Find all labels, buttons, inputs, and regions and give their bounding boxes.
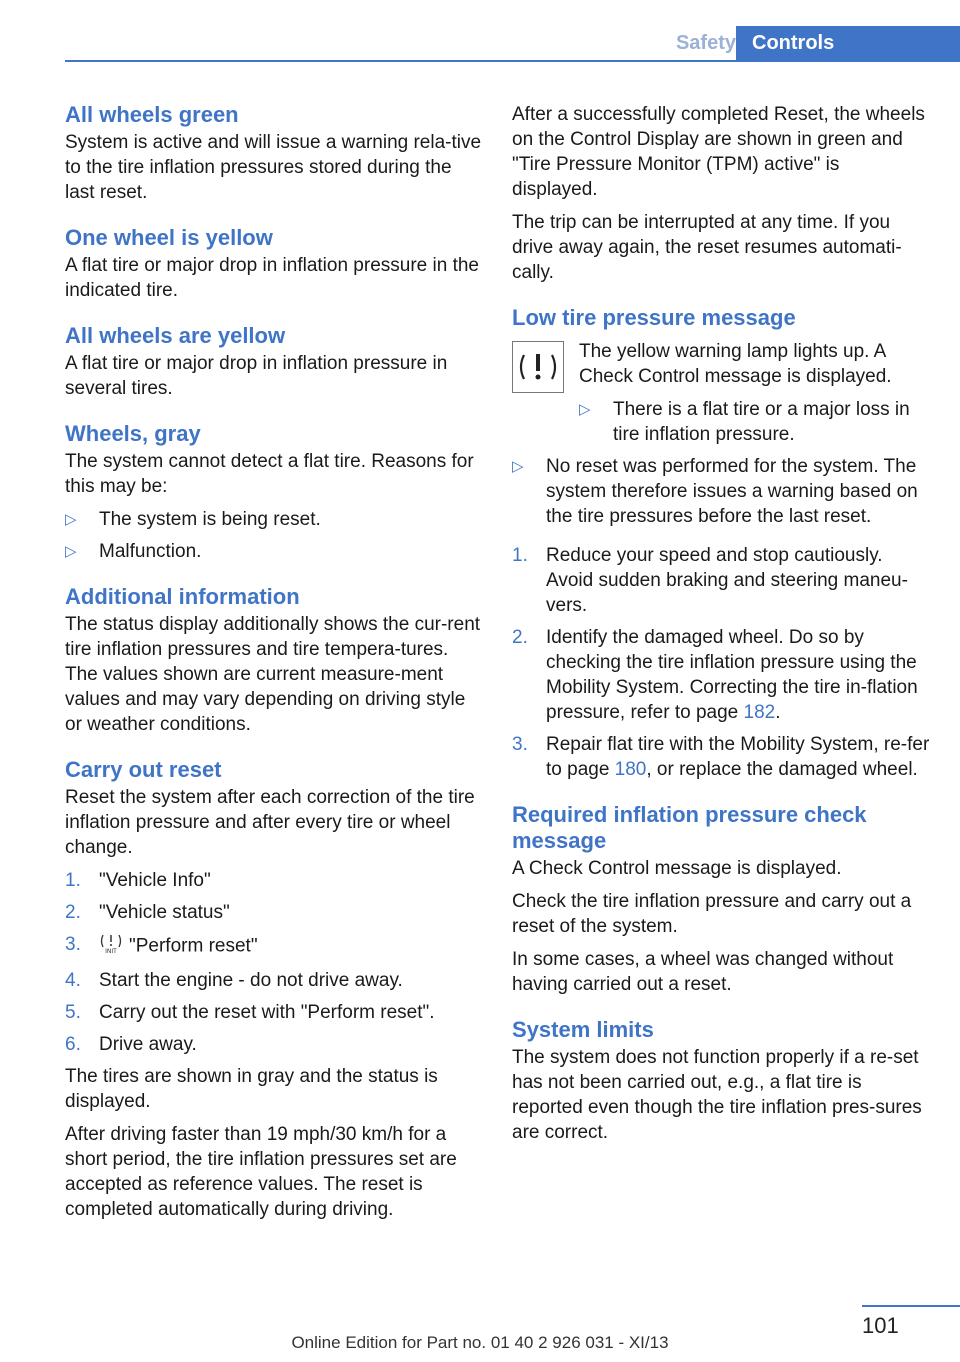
bullet-list	[579, 397, 930, 447]
section-additional-information	[65, 584, 483, 737]
tab-safety[interactable]: Safety	[675, 32, 736, 54]
flat-tire-steps	[512, 543, 930, 782]
list-item: 5. Carry out the reset with "Perform reset".	[65, 1002, 435, 1023]
list-item: 3. Repair flat tire with the Mobility System, re-fer to page 180, or replace the damaged wheel.	[512, 734, 930, 780]
paragraph: A flat tire or major drop in inflation pressure in several tires.	[65, 353, 448, 399]
list-item: 6. Drive away.	[65, 1034, 197, 1055]
triangle-bullet-icon: ▷	[65, 543, 77, 560]
paragraph: After a successfully completed Reset, the wheels on the Control Display are shown in green and "Tire Pressure Monitor (TPM) active" is displayed.	[512, 104, 925, 200]
list-item: 4. Start the engine - do not drive away.	[65, 970, 403, 991]
paragraph: The system does not function properly if a re-set has not been carried out, e.g., a flat tire is reported even though the tire inflation pres-sures are correct.	[512, 1047, 922, 1143]
heading-low-tire-pressure: Low tire pressure message	[512, 305, 796, 330]
left-column	[65, 102, 483, 1242]
section-all-wheels-yellow	[65, 323, 483, 401]
paragraph: A Check Control message is displayed.	[512, 858, 842, 879]
heading-carry-out-reset: Carry out reset	[65, 757, 222, 782]
page-link-182[interactable]: 182	[743, 702, 776, 723]
list-item: ▷ No reset was performed for the system. The system therefore issues a warning based on the tire pressures before the last reset.	[512, 456, 918, 527]
section-reset-complete	[512, 102, 930, 285]
paragraph: Check the tire inflation pressure and carry out a reset of the system.	[512, 891, 912, 937]
list-item: 3. INIT "Perform reset"	[65, 932, 483, 961]
section-wheels-gray	[65, 421, 483, 564]
heading-one-wheel-yellow: One wheel is yellow	[65, 225, 273, 250]
edition-footer: Online Edition for Part no. 01 40 2 926 031 - XI/13	[291, 1333, 669, 1352]
paragraph: The status display additionally shows the cur-rent tire inflation pressures and tire tempera-tures. The values shown are current measure-ment values and may vary depending on driving style or weather conditions.	[65, 614, 481, 735]
paragraph: A flat tire or major drop in inflation pressure in the indicated tire.	[65, 255, 479, 301]
heading-all-wheels-yellow: All wheels are yellow	[65, 323, 286, 348]
list-item: ▷ The system is being reset.	[65, 509, 321, 530]
list-item: 1. "Vehicle Info"	[65, 870, 211, 891]
section-system-limits	[512, 1017, 930, 1145]
section-required-inflation-check	[512, 802, 930, 997]
right-column	[512, 102, 930, 1165]
triangle-bullet-icon: ▷	[65, 511, 77, 528]
heading-additional-information: Additional information	[65, 584, 300, 609]
triangle-bullet-icon: ▷	[512, 458, 524, 475]
list-item: ▷ There is a flat tire or a major loss in tire inflation pressure.	[579, 399, 910, 445]
heading-system-limits: System limits	[512, 1017, 654, 1042]
paragraph: After driving faster than 19 mph/30 km/h for a short period, the tire inflation pressures set are accepted as reference values. The reset is completed automatically during driving.	[65, 1124, 457, 1220]
tire-init-icon	[99, 932, 123, 961]
paragraph: The tires are shown in gray and the status is displayed.	[65, 1066, 438, 1112]
paragraph: The yellow warning lamp lights up. A Check Control message is displayed.	[579, 341, 892, 387]
list-item: 2. Identify the damaged wheel. Do so by checking the tire inflation pressure using the Mobility System. Correcting the tire in-flation pressure, refer to page 182.	[512, 627, 918, 723]
paragraph: The system cannot detect a flat tire. Reasons for this may be:	[65, 451, 474, 497]
paragraph: System is active and will issue a warning rela-tive to the tire inflation pressures stored during the last reset.	[65, 132, 482, 203]
section-low-tire-pressure	[512, 305, 930, 782]
triangle-bullet-icon: ▷	[579, 401, 591, 418]
section-one-wheel-yellow	[65, 225, 483, 303]
paragraph: In some cases, a wheel was changed without having carried out a reset.	[512, 949, 894, 995]
page-link-180[interactable]: 180	[614, 759, 647, 780]
list-item: 2. "Vehicle status"	[65, 902, 230, 923]
list-item: 1. Reduce your speed and stop cautiously. Avoid sudden braking and steering maneu-vers.	[512, 545, 908, 616]
bullet-list	[65, 507, 483, 564]
heading-wheels-gray: Wheels, gray	[65, 421, 201, 446]
paragraph: Reset the system after each correction of the tire inflation pressure and after every tire or wheel change.	[65, 787, 475, 858]
section-carry-out-reset	[65, 757, 483, 1222]
page-number: 101	[862, 1313, 899, 1338]
svg-text:INIT: INIT	[105, 948, 117, 954]
paragraph: The trip can be interrupted at any time. If you drive away again, the reset resumes automati-cally.	[512, 212, 902, 283]
reset-steps	[65, 868, 483, 1057]
warning-block	[512, 339, 930, 447]
tire-pressure-warning-icon	[512, 341, 564, 393]
tab-controls[interactable]: Controls	[736, 26, 960, 62]
bullet-list	[512, 454, 930, 529]
heading-required-inflation-check: Required inflation pressure check message	[512, 802, 867, 853]
footer-rule	[862, 1305, 960, 1307]
section-all-wheels-green	[65, 102, 483, 205]
heading-all-wheels-green: All wheels green	[65, 102, 239, 127]
list-item: ▷ Malfunction.	[65, 541, 202, 562]
